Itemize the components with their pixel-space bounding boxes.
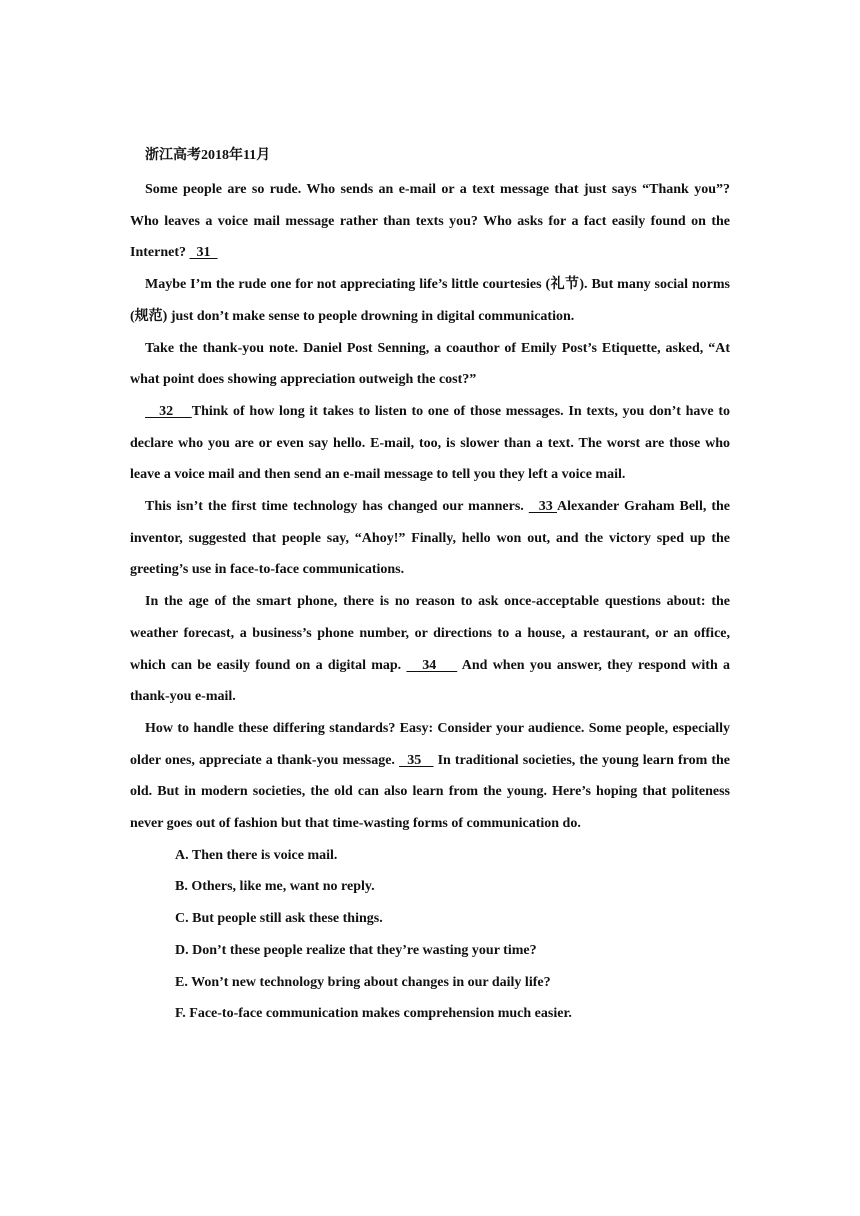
exam-source-heading: 浙江高考2018年11月 bbox=[145, 148, 271, 163]
paragraph-3-text: Take the thank-you note. Daniel Post Senning, a coauthor of Emily Post’s Etiquette, asked, “At what point does showing appreciation outweigh the cost?” bbox=[130, 340, 730, 388]
paragraph-4-text: Think of how long it takes to listen to one of those messages. In texts, you don’t have to declare who you are or even say hello. E-mail, too, is slower than a text. The worst are those who leave a voice mail and then send an e-mail message to tell you they left a voice mail. bbox=[130, 403, 731, 483]
paragraph-5-text-after: Alexander Graham Bell, the inventor, suggested that people say, “Ahoy!” Finally, hello won out, and the victory sped up the greeting’s use in face-to-face communications. bbox=[130, 499, 730, 578]
paragraph-1 bbox=[130, 174, 730, 269]
blank-35: 35 bbox=[399, 752, 434, 768]
blank-34: 34 bbox=[406, 657, 458, 673]
document-page bbox=[130, 142, 730, 1030]
paragraph-6 bbox=[130, 586, 730, 713]
paragraph-6-text-after: And when you answer, they respond with a thank-you e-mail. bbox=[130, 657, 731, 705]
paragraph-6-text-before: In the age of the smart phone, there is no reason to ask once-acceptable questions about: the weather forecast, a business’s phone number, or directions to a house, a restaurant, or an office, which can be easily found on a digital map. bbox=[130, 594, 730, 673]
paragraph-5-text-before: This isn’t the first time technology has changed our manners. bbox=[145, 499, 529, 515]
paragraph-7-text-after: In traditional societies, the young learn from the old. But in modern societies, the old can also learn from the young. Here’s hoping that politeness never goes out of fashion but that time-wasting forms of communication do. bbox=[130, 752, 731, 832]
option-b: B. Others, like me, want no reply. bbox=[175, 879, 375, 895]
option-a: A. Then there is voice mail. bbox=[175, 847, 338, 863]
paragraph-1-text: Some people are so rude. Who sends an e-mail or a text message that just says “Thank you”? Who leaves a voice mail message rather than texts you? Who asks for a fact easily found on the Internet? bbox=[130, 182, 730, 261]
paragraph-2 bbox=[130, 269, 730, 332]
option-d: D. Don’t these people realize that they’re wasting your time? bbox=[175, 942, 537, 958]
blank-33: 33 bbox=[528, 499, 557, 515]
paragraph-3 bbox=[130, 333, 730, 396]
paragraph-7-text-before: How to handle these differing standards? Easy: Consider your audience. Some people, especially older ones, appreciate a thank-you message. bbox=[130, 720, 730, 768]
paragraph-2-text: Maybe I’m the rude one for not appreciating life’s little courtesies (礼节). But many social norms (规范) just don’t make sense to people drowning in digital communication. bbox=[130, 277, 730, 324]
answer-options bbox=[130, 840, 730, 1030]
blank-32: 32 bbox=[145, 403, 192, 419]
blank-31: 31 bbox=[189, 245, 218, 261]
option-f: F. Face-to-face communication makes comprehension much easier. bbox=[175, 1006, 572, 1022]
option-c: C. But people still ask these things. bbox=[175, 911, 383, 927]
option-e: E. Won’t new technology bring about changes in our daily life? bbox=[175, 974, 551, 990]
paragraph-7 bbox=[130, 713, 730, 840]
paragraph-4 bbox=[130, 396, 730, 491]
paragraph-5 bbox=[130, 491, 730, 586]
